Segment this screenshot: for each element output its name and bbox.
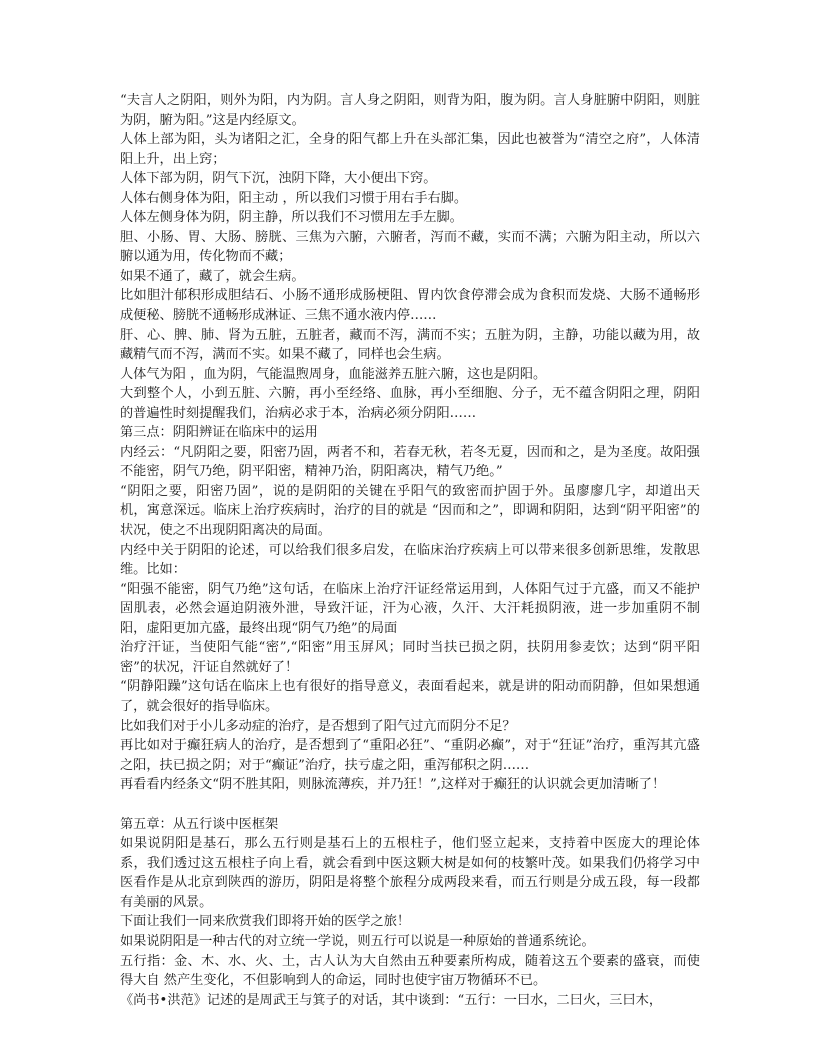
paragraph: 比如我们对于小儿多动症的治疗，是否想到了阳气过亢而阴分不足？ xyxy=(120,718,516,734)
paragraph: 人体左侧身体为阴，阴主静，所以我们不习惯用左手左脚。 xyxy=(120,210,463,226)
paragraph: 比如胆汁郁积形成胆结石、小肠不通形成肠梗阻、胃内饮食停滞会成为食积而发烧、大肠不通畅形成便秘、膀胱不通畅形成淋证、三焦不通水液内停…… xyxy=(120,288,700,324)
paragraph: 如果说阴阳是一种古代的对立统一学说，则五行可以说是一种原始的普通系统论。 xyxy=(120,933,595,949)
paragraph: “阴静阳躁”这句话在临床上也有很好的指导意义，表面看起来，就是讲的阳动而阴静，但如果想通了，就会很好的指导临床。 xyxy=(120,679,700,714)
paragraph: 人体上部为阳，头为诸阳之汇，全身的阳气都上升在头部汇集，因此也被誉为“清空之府”，人体清阳上升，出上窍； xyxy=(120,132,700,167)
section-heading: 第三点：阴阳辨证在临床中的运用 xyxy=(120,425,318,441)
paragraph: 再比如对于癫狂病人的治疗，是否想到了“重阳必狂”、“重阴必癫”，对于“狂证”治疗，重泻其亢盛之阳，扶已损之阴；对于“癫证”治疗，扶亏虚之阳，重泻郁积之阴…… xyxy=(120,738,700,773)
paragraph: 再看看内经条文“阴不胜其阳，则脉流薄疾，并乃狂！”,这样对于癫狂的认识就会更加清晰了！ xyxy=(120,777,666,793)
paragraph: 人体下部为阴，阴气下沉，浊阴下降，大小便出下窍。 xyxy=(120,171,437,187)
paragraph: “阴阳之要，阳密乃固”，说的是阴阳的关键在乎阳气的致密而护固于外。虽廖廖几字，却道出天机，寓意深远。临床上治疗疾病时，治疗的目的就是 “因而和之”，即调和阴阳，达到“阴平阳密”的状况，使之不出现阴阳离决的局面。 xyxy=(120,483,700,539)
paragraph: 如果说阴阳是基石，那么五行则是基石上的五根柱子，他们竖立起来，支持着中医庞大的理论体系，我们透过这五根柱子向上看，就会看到中医这颗大树是如何的枝繁叶茂。如果我们仍将学习中医看作是从北京到陕西的游历，阴阳是将整个旅程分成两段来看，而五行则是分成五段，每一段都有美丽的风景。 xyxy=(120,836,700,910)
chapter-title: 第五章：从五行谈中医框架 xyxy=(120,816,279,832)
paragraph: 下面让我们一同来欣赏我们即将开始的医学之旅！ xyxy=(120,914,411,930)
paragraph: “夫言人之阴阳，则外为阳，内为阴。言人身之阴阳，则背为阳，腹为阴。言人身脏腑中阴阳，则脏为阴，腑为阳。”这是内经原文。 xyxy=(120,93,700,128)
paragraph: 胆、小肠、胃、大肠、膀胱、三焦为六腑，六腑者，泻而不藏，实而不满；六腑为阳主动，所以六腑以通为用，传化物而不藏； xyxy=(120,229,700,265)
paragraph: 人体右侧身体为阳，阳主动 ，所以我们习惯于用右手右脚。 xyxy=(120,190,468,206)
paragraph: 治疗汗证，当使阳气能“密”,“阳密”用玉屏风；同时当扶已损之阴，扶阴用参麦饮；达到“阴平阳密”的状况，汗证自然就好了！ xyxy=(120,640,700,675)
paragraph: 五行指：金、木、水、火、土，古人认为大自然由五种要素所构成，随着这五个要素的盛衰，而使得大自 然产生变化，不但影响到人的命运，同时也使宇宙万物循环不已。 xyxy=(120,953,700,989)
section-yin-yang-body xyxy=(120,91,700,795)
paragraph: 大到整个人，小到五脏、六腑，再小至经络、血脉，再小至细胞、分子，无不蕴含阴阳之理，阴阳的普遍性时刻提醒我们，治病必求于本，治病必须分阴阳…… xyxy=(120,386,700,421)
paragraph: 内经中关于阴阳的论述，可以给我们很多启发，在临床治疗疾病上可以带来很多创新思维，发散思维。比如： xyxy=(120,542,700,578)
paragraph: 内经云：“凡阴阳之要，阳密乃固，两者不和，若春无秋，若冬无夏，因而和之，是为圣度。故阳强不能密，阴气乃绝，阴平阳密，精神乃治，阴阳离决，精气乃绝。” xyxy=(120,444,700,480)
blank-line xyxy=(120,795,700,815)
paragraph: 人体气为阳 ，血为阴，气能温煦周身，血能滋养五脏六腑，这也是阴阳。 xyxy=(120,366,547,382)
paragraph: 如果不通了，藏了，就会生病。 xyxy=(120,268,305,284)
section-five-elements xyxy=(120,834,700,1010)
document-page xyxy=(120,91,700,1010)
paragraph: 肝、心、脾、肺、肾为五脏，五脏者，藏而不泻，满而不实；五脏为阴，主静，功能以藏为用，故藏精气而不泻，满而不实。如果不藏了，同样也会生病。 xyxy=(120,327,700,363)
paragraph: “阳强不能密，阴气乃绝”这句话，在临床上治疗汗证经常运用到，人体阳气过于亢盛，而又不能护固肌表，必然会逼迫阴液外泄，导致汗证，汗为心液，久汗、大汗耗损阴液，进一步加重阴不制阳，虚阳更加亢盛，最终出现“阴气乃绝”的局面 xyxy=(120,581,700,636)
paragraph: 《尚书•洪范》记述的是周武王与箕子的对话，其中谈到：“五行：一曰水，二曰火，三曰木， xyxy=(120,992,663,1008)
